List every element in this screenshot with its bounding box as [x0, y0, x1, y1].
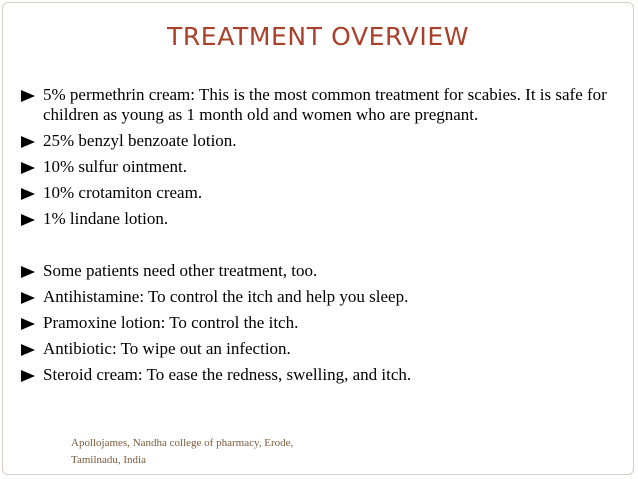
bullet-arrow-icon	[21, 162, 35, 174]
bullet-item-antibiotic	[17, 339, 617, 359]
bullet-text: Steroid cream: To ease the redness, swelling, and itch.	[43, 365, 412, 384]
bullet-item-crotamiton	[17, 183, 617, 203]
bullet-item-other-treatment	[17, 261, 617, 281]
bullet-text: Pramoxine lotion: To control the itch.	[43, 313, 299, 332]
bullet-item-lindane	[17, 209, 617, 229]
bullet-arrow-icon	[21, 188, 35, 200]
bullet-list	[17, 85, 617, 391]
bullet-arrow-icon	[21, 344, 35, 356]
slide-title: TREATMENT OVERVIEW	[166, 22, 470, 51]
bullet-arrow-icon	[21, 370, 35, 382]
bullet-item-pramoxine	[17, 313, 617, 333]
bullet-arrow-icon	[21, 318, 35, 330]
bullet-item-steroid	[17, 365, 617, 385]
bullet-arrow-icon	[21, 136, 35, 148]
slide-footer	[71, 435, 331, 469]
footer-line-1: Apollojames, Nandha college of pharmacy, Erode,	[71, 437, 294, 449]
bullet-item-permethrin	[17, 85, 617, 125]
bullet-text: 10% sulfur ointment.	[43, 157, 188, 176]
bullet-arrow-icon	[21, 90, 35, 102]
bullet-arrow-icon	[21, 292, 35, 304]
bullet-item-benzyl-benzoate	[17, 131, 617, 151]
slide	[2, 2, 634, 475]
bullet-arrow-icon	[21, 266, 35, 278]
bullet-text: 10% crotamiton cream.	[43, 183, 203, 202]
bullet-text: Antihistamine: To control the itch and help you sleep.	[43, 287, 409, 306]
list-spacer	[17, 235, 617, 255]
bullet-text: 25% benzyl benzoate lotion.	[43, 131, 237, 150]
footer-line-2: Tamilnadu, India	[71, 454, 146, 466]
bullet-item-sulfur	[17, 157, 617, 177]
bullet-text: Some patients need other treatment, too.	[43, 261, 318, 280]
bullet-text: 5% permethrin cream: This is the most common treatment for scabies. It is safe for children as young as 1 month old and women who are pregnant.	[43, 85, 607, 124]
bullet-text: 1% lindane lotion.	[43, 209, 169, 228]
bullet-arrow-icon	[21, 214, 35, 226]
bullet-item-antihistamine	[17, 287, 617, 307]
bullet-text: Antibiotic: To wipe out an infection.	[43, 339, 291, 358]
